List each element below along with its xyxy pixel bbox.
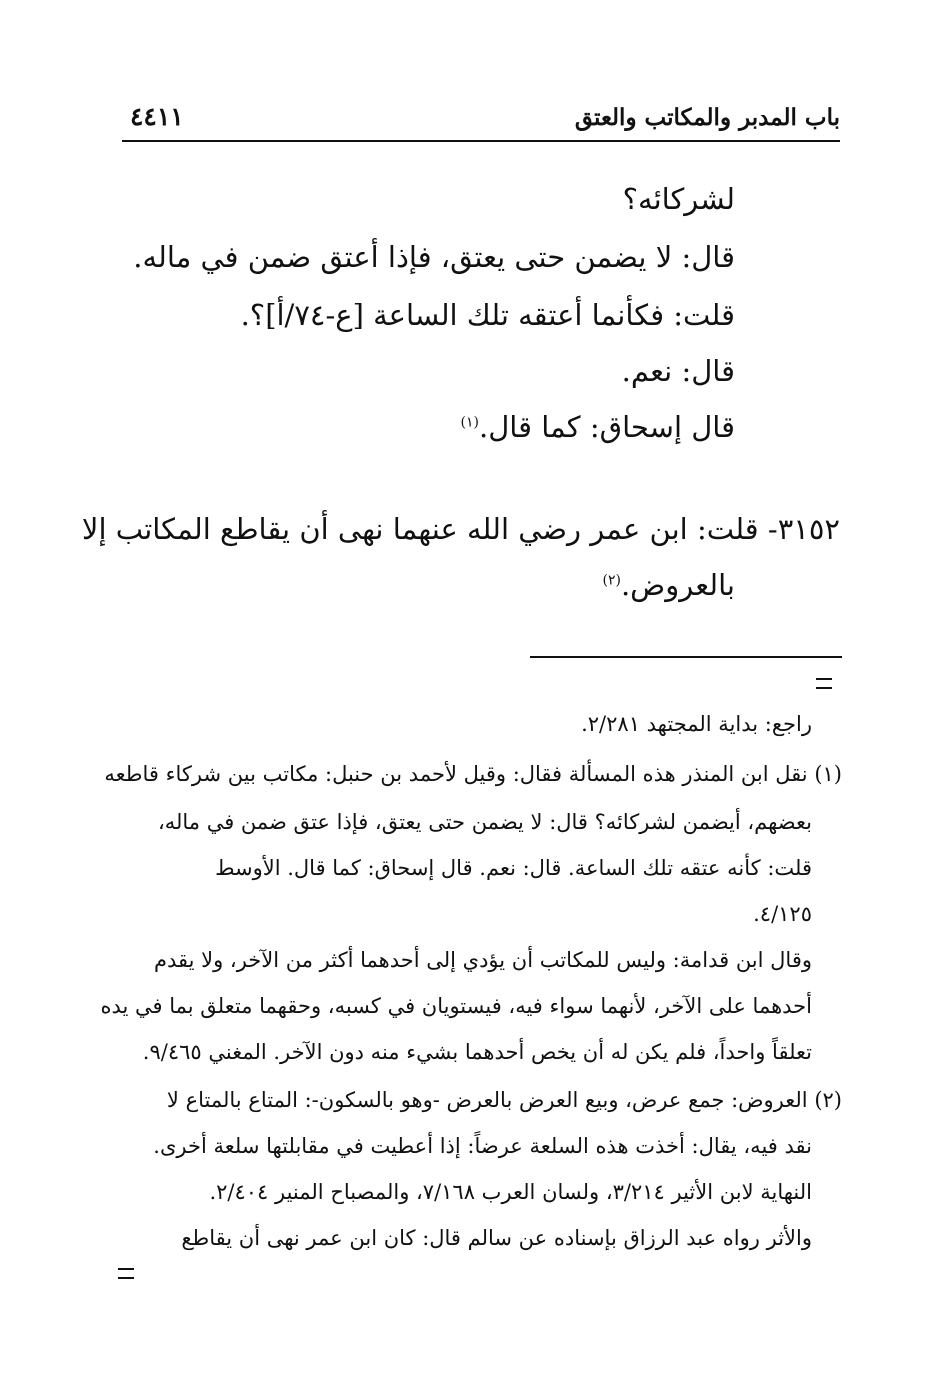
- footnote-2-line: النهاية لابن الأثير ٣/٢١٤، ولسان العرب ٧/١٦٨، والمصباح المنير ٢/٤٠٤.: [209, 1180, 812, 1204]
- issue-3152-line: ٣١٥٢- قلت: ابن عمر رضي الله عنهما نهى أن يقاطع المكاتب إلا: [81, 512, 840, 546]
- footnote-separator: [530, 656, 842, 658]
- footnote-1-line: قلت: كأنه عتقه تلك الساعة. قال: نعم. قال إسحاق: كما قال. الأوسط: [215, 856, 812, 880]
- footnote-1-line: بعضهم، أيضمن لشركائه؟ قال: لا يضمن حتى يعتق، فإذا عتق ضمن في ماله،: [157, 810, 812, 834]
- main-text-line: قال: نعم.: [621, 354, 735, 388]
- main-text-content: قال إسحاق: كما قال.: [478, 410, 735, 444]
- footnote-1-line: وقال ابن قدامة: وليس للمكاتب أن يؤدي إلى أحدهما أكثر من الآخر، ولا يقدم: [153, 948, 812, 972]
- footnote-1-line: تعلقاً واحداً، فلم يكن له أن يخص أحدهما بشيء منه دون الآخر. المغني ٩/٤٦٥.: [142, 1040, 812, 1064]
- footnote-2-line: نقد فيه، يقال: أخذت هذه السلعة عرضاً: إذا أعطيت في مقابلتها سلعة أخرى.: [153, 1134, 812, 1158]
- footnote-continuation-line: راجع: بداية المجتهد ٢/٢٨١.: [581, 712, 812, 736]
- page-number: ٤٤١١: [130, 102, 184, 131]
- footnote-1-line: أحدهما على الآخر، لأنهما سواء فيه، فيستويان في كسبه، وحقهما متعلق بما في يده: [100, 994, 812, 1018]
- footnote-1-line: (١) نقل ابن المنذر هذه المسألة فقال: وقيل لأحمد بن حنبل: مكاتب بين شركاء قاطعه: [104, 762, 842, 786]
- main-text-line: لشركائه؟: [622, 182, 735, 216]
- main-text-line: قال: لا يضمن حتى يعتق، فإذا أعتق ضمن في ماله.: [133, 240, 735, 274]
- issue-3152-content: بالعروض.: [620, 568, 735, 602]
- issue-3152-line: [603, 568, 736, 602]
- page-header: [122, 98, 840, 142]
- continuation-mark: [816, 678, 832, 689]
- footnote-ref-2: (٢): [602, 572, 621, 589]
- footnote-2-line: والأثر رواه عبد الرزاق بإسناده عن سالم قال: كان ابن عمر نهى أن يقاطع: [181, 1226, 812, 1250]
- footnote-1-line: ٤/١٢٥.: [753, 902, 812, 926]
- footnote-ref-1: (١): [460, 414, 479, 431]
- chapter-title: باب المدبر والمكاتب والعتق: [574, 104, 840, 131]
- main-text-line: قلت: فكأنما أعتقه تلك الساعة [ع-٧٤/أ]؟.: [240, 298, 735, 332]
- continuation-mark: [118, 1268, 134, 1279]
- main-text-line: [461, 410, 735, 444]
- footnote-2-line: (٢) العروض: جمع عرض، وبيع العرض بالعرض -وهو بالسكون-: المتاع بالمتاع لا: [166, 1088, 842, 1112]
